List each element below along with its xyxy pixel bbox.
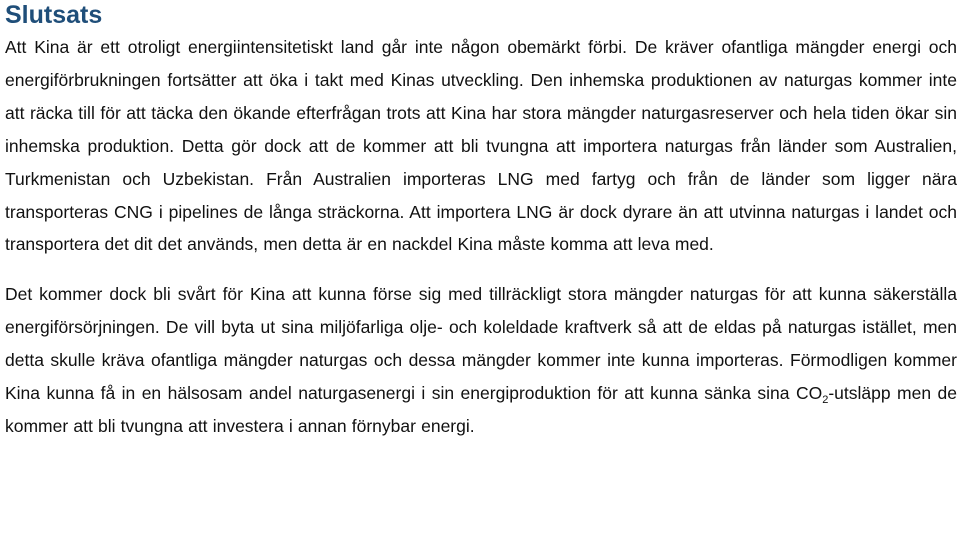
paragraph-1: Att Kina är ett otroligt energiintensitetiskt land går inte någon obemärkt förbi. De kräver ofantliga mängder energi och energiförbrukningen fortsätter att öka i takt med Kinas utveckling. Den inhemska produktionen av naturgas kommer inte att räcka till för att täcka den ökande efterfrågan trots att Kina har stora mängder naturgasreserver och hela tiden ökar sin inhemska produktion. Detta gör dock att de kommer att bli tvungna att importera naturgas från länder som Australien, Turkmenistan och Uzbekistan. Från Australien importeras LNG med fartyg och från de länder som ligger nära transporteras CNG i pipelines de långa sträckorna. Att importera LNG är dock dyrare än att utvinna naturgas i landet och transportera det dit det används, men detta är en nackdel Kina måste komma att leva med. [5,37,957,255]
section-heading: Slutsats [5,1,103,29]
co2-formula-base: CO [795,383,823,404]
paragraph-2 [5,278,957,443]
document-page [5,0,957,443]
co2-formula-subscript: 2 [822,394,829,407]
paragraph-2-text-before-formula: Det kommer dock bli svårt för Kina att kunna förse sig med tillräckligt stora mängder naturgas för att kunna säkerställa energiförsörjningen. De vill byta ut sina miljöfarliga olje- och koleldade kraftverk så att de eldas på naturgas istället, men detta skulle kräva ofantliga mängder naturgas och dessa mängder kommer inte kunna importeras. Förmodligen kommer Kina kunna få in en hälsosam andel naturgasenergi i sin energiproduktion för att kunna sänka sina [5,284,957,404]
paragraph-2-text-after-formula: -utsläpp men de kommer att bli tvungna att investera i annan förnybar energi. [5,383,958,436]
